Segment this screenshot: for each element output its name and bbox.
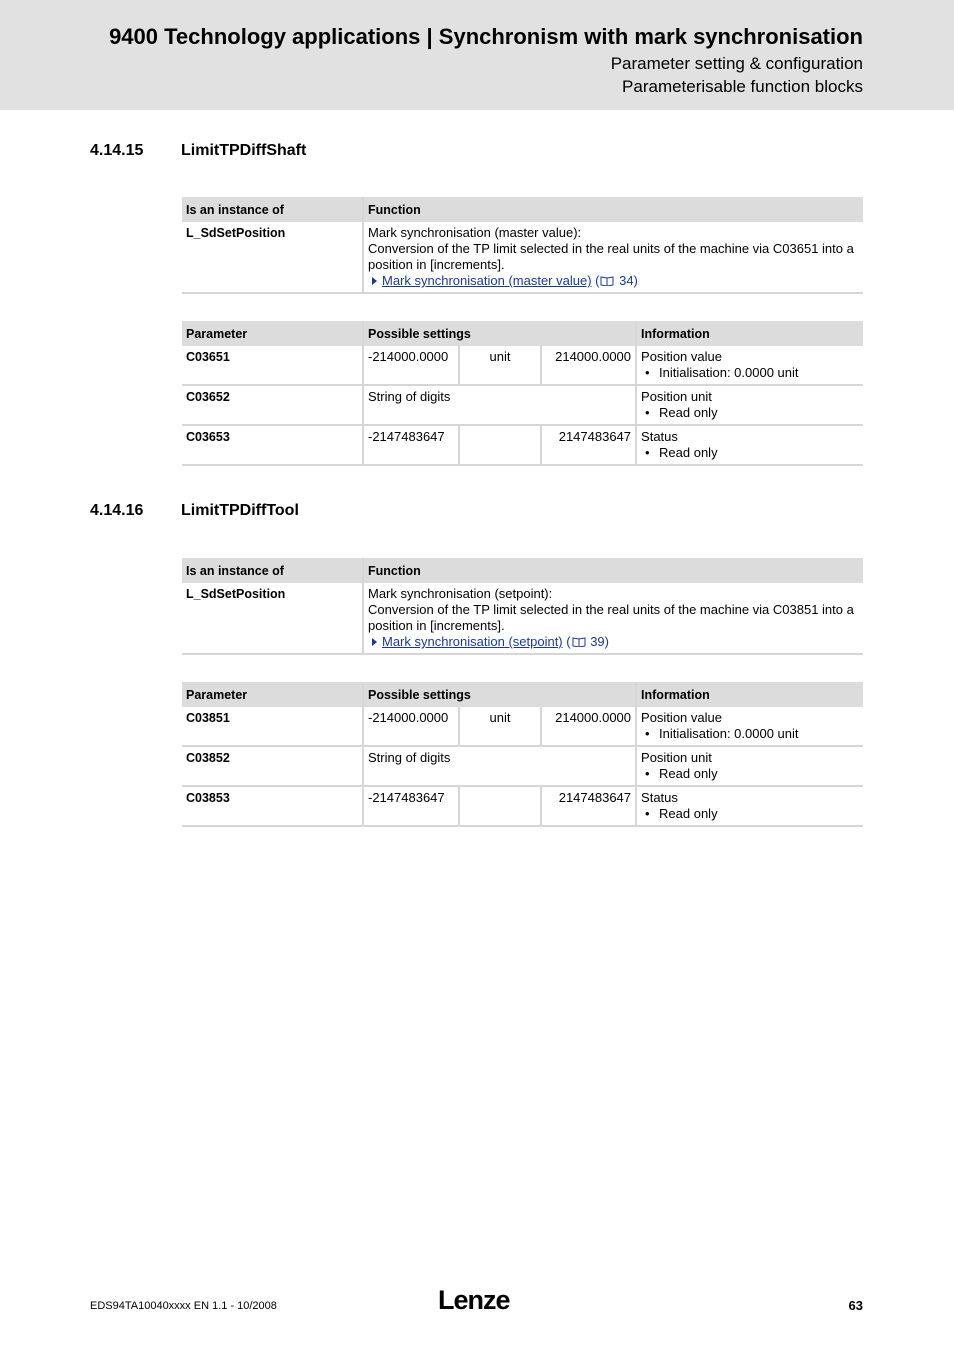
info-text: Position value: [641, 710, 722, 725]
parameter-code: C03852: [182, 746, 363, 786]
section-number: 4.14.15: [90, 142, 144, 159]
info-bullet: • Initialisation: 0.0000 unit: [641, 726, 859, 742]
column-header: Information: [636, 321, 863, 346]
max-value: 2147483647: [541, 425, 636, 465]
parameter-code: C03853: [182, 786, 363, 826]
column-header: Parameter: [182, 682, 363, 707]
function-line: Conversion of the TP limit selected in the real units of the machine via C03851 into a position in [increments].: [368, 602, 854, 633]
information-cell: [636, 707, 863, 746]
book-icon: [572, 637, 586, 647]
info-text: Position unit: [641, 750, 712, 765]
info-bullet: • Initialisation: 0.0000 unit: [641, 365, 859, 381]
table-row: [182, 425, 863, 465]
table-row: [182, 583, 863, 654]
parameter-code: C03651: [182, 346, 363, 385]
min-value: -2147483647: [363, 425, 459, 465]
parameter-code: C03653: [182, 425, 363, 465]
table-row: [182, 707, 863, 746]
chapter-subtitle: Parameter setting & configuration: [610, 54, 863, 73]
min-value: -2147483647: [363, 786, 459, 826]
information-cell: [636, 346, 863, 385]
page-reference[interactable]: 39): [586, 634, 609, 649]
instance-name: L_SdSetPosition: [182, 583, 363, 654]
function-line: Mark synchronisation (setpoint):: [368, 586, 553, 601]
lenze-logo: Lenze: [438, 1285, 510, 1315]
table-row: [182, 346, 863, 385]
max-value: 214000.0000: [541, 346, 636, 385]
info-bullet: • Read only: [641, 405, 859, 421]
column-header: Function: [363, 558, 863, 583]
arrow-right-icon: [372, 277, 377, 285]
column-header: Is an instance of: [182, 558, 363, 583]
info-bullet: • Read only: [641, 766, 859, 782]
section-heading-limittpdiffshaft: [90, 142, 306, 160]
min-value: -214000.0000: [363, 707, 459, 746]
table-row: [182, 222, 863, 293]
unit-value: [459, 786, 541, 826]
document-title: 9400 Technology applications | Synchronism with mark synchronisation: [109, 24, 863, 49]
page-reference[interactable]: 34): [615, 273, 638, 288]
instance-name: L_SdSetPosition: [182, 222, 363, 293]
column-header: Possible settings: [363, 682, 636, 707]
page-number: 63: [848, 1298, 863, 1313]
parameter-table-tool: [182, 682, 863, 827]
max-value: 214000.0000: [541, 707, 636, 746]
column-header: Possible settings: [363, 321, 636, 346]
column-header: Parameter: [182, 321, 363, 346]
function-line: Mark synchronisation (master value):: [368, 225, 582, 240]
section-heading-limittpdifftool: [90, 502, 299, 520]
info-text: Status: [641, 790, 678, 805]
parameter-code: C03652: [182, 385, 363, 425]
column-header: Information: [636, 682, 863, 707]
instance-table-shaft: [182, 197, 863, 294]
settings-text: String of digits: [363, 746, 636, 786]
parameter-table-shaft: [182, 321, 863, 466]
info-bullet: • Read only: [641, 806, 859, 822]
column-header: Is an instance of: [182, 197, 363, 222]
cross-reference-link[interactable]: Mark synchronisation (master value): [382, 273, 592, 288]
unit-value: unit: [459, 346, 541, 385]
instance-table-tool: [182, 558, 863, 655]
section-number: 4.14.16: [90, 502, 144, 519]
document-id: EDS94TA10040xxxx EN 1.1 - 10/2008: [90, 1300, 277, 1312]
parameter-code: C03851: [182, 707, 363, 746]
link-paren: (: [562, 634, 571, 649]
info-bullet: • Read only: [641, 445, 859, 461]
function-description: [363, 583, 863, 654]
function-line: Conversion of the TP limit selected in the real units of the machine via C03651 into a position in [increments].: [368, 241, 854, 272]
unit-value: unit: [459, 707, 541, 746]
section-subtitle: Parameterisable function blocks: [622, 77, 863, 96]
header-band: [0, 0, 954, 110]
information-cell: [636, 786, 863, 826]
arrow-right-icon: [372, 638, 377, 646]
book-icon: [600, 276, 614, 286]
info-text: Position value: [641, 349, 722, 364]
column-header: Function: [363, 197, 863, 222]
max-value: 2147483647: [541, 786, 636, 826]
table-row: [182, 786, 863, 826]
table-row: [182, 385, 863, 425]
cross-reference: [368, 634, 859, 650]
information-cell: [636, 746, 863, 786]
information-cell: [636, 425, 863, 465]
section-title: LimitTPDiffShaft: [181, 142, 307, 159]
info-text: Status: [641, 429, 678, 444]
info-text: Position unit: [641, 389, 712, 404]
unit-value: [459, 425, 541, 465]
min-value: -214000.0000: [363, 346, 459, 385]
cross-reference-link[interactable]: Mark synchronisation (setpoint): [382, 634, 563, 649]
function-description: [363, 222, 863, 293]
table-row: [182, 746, 863, 786]
settings-text: String of digits: [363, 385, 636, 425]
information-cell: [636, 385, 863, 425]
section-title: LimitTPDiffTool: [181, 502, 299, 519]
link-paren: (: [591, 273, 600, 288]
cross-reference: [368, 273, 859, 289]
